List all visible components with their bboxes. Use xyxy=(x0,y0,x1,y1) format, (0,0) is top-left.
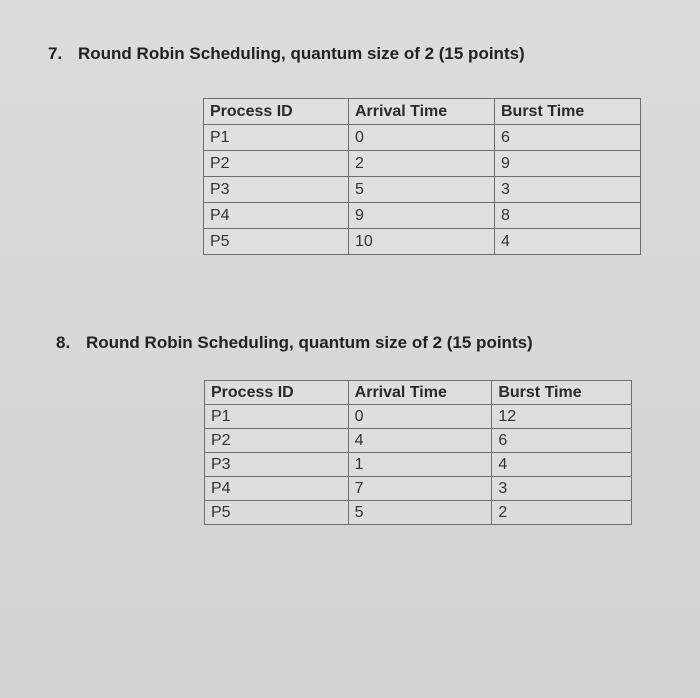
process-table-8 xyxy=(204,380,632,525)
table-header-row xyxy=(204,99,641,125)
cell-arrival-time: 0 xyxy=(348,125,494,151)
cell-process-id: P5 xyxy=(204,229,349,255)
cell-arrival-time: 0 xyxy=(348,405,492,429)
table-row xyxy=(204,177,641,203)
cell-arrival-time: 10 xyxy=(348,229,494,255)
question-text: Round Robin Scheduling, quantum size of 2 (15 points) xyxy=(86,333,533,352)
table-row xyxy=(204,125,641,151)
question-8-heading xyxy=(56,333,533,353)
table-row xyxy=(205,405,632,429)
cell-process-id: P4 xyxy=(204,203,349,229)
question-text: Round Robin Scheduling, quantum size of 2 (15 points) xyxy=(78,44,525,63)
table-row xyxy=(204,151,641,177)
cell-process-id: P3 xyxy=(205,453,349,477)
cell-burst-time: 8 xyxy=(494,203,640,229)
cell-arrival-time: 5 xyxy=(348,177,494,203)
cell-process-id: P2 xyxy=(205,429,349,453)
header-arrival-time: Arrival Time xyxy=(348,381,492,405)
cell-arrival-time: 2 xyxy=(348,151,494,177)
cell-burst-time: 3 xyxy=(492,477,632,501)
cell-burst-time: 4 xyxy=(492,453,632,477)
cell-process-id: P3 xyxy=(204,177,349,203)
cell-burst-time: 3 xyxy=(494,177,640,203)
cell-arrival-time: 7 xyxy=(348,477,492,501)
cell-process-id: P2 xyxy=(204,151,349,177)
cell-burst-time: 2 xyxy=(492,501,632,525)
header-burst-time: Burst Time xyxy=(492,381,632,405)
table-row xyxy=(205,477,632,501)
cell-process-id: P1 xyxy=(204,125,349,151)
cell-arrival-time: 9 xyxy=(348,203,494,229)
table-header-row xyxy=(205,381,632,405)
cell-burst-time: 4 xyxy=(494,229,640,255)
cell-process-id: P5 xyxy=(205,501,349,525)
question-number: 8. xyxy=(56,333,71,352)
question-number: 7. xyxy=(48,44,63,63)
header-burst-time: Burst Time xyxy=(494,99,640,125)
table-row xyxy=(204,203,641,229)
process-table-7 xyxy=(203,98,641,255)
cell-arrival-time: 4 xyxy=(348,429,492,453)
cell-arrival-time: 1 xyxy=(348,453,492,477)
cell-burst-time: 6 xyxy=(492,429,632,453)
question-7-heading xyxy=(48,44,525,64)
cell-arrival-time: 5 xyxy=(348,501,492,525)
cell-process-id: P4 xyxy=(205,477,349,501)
table-row xyxy=(205,501,632,525)
header-process-id: Process ID xyxy=(204,99,349,125)
header-arrival-time: Arrival Time xyxy=(348,99,494,125)
cell-burst-time: 9 xyxy=(494,151,640,177)
table-row xyxy=(205,453,632,477)
cell-burst-time: 6 xyxy=(494,125,640,151)
header-process-id: Process ID xyxy=(205,381,349,405)
table-row xyxy=(205,429,632,453)
cell-process-id: P1 xyxy=(205,405,349,429)
cell-burst-time: 12 xyxy=(492,405,632,429)
table-row xyxy=(204,229,641,255)
